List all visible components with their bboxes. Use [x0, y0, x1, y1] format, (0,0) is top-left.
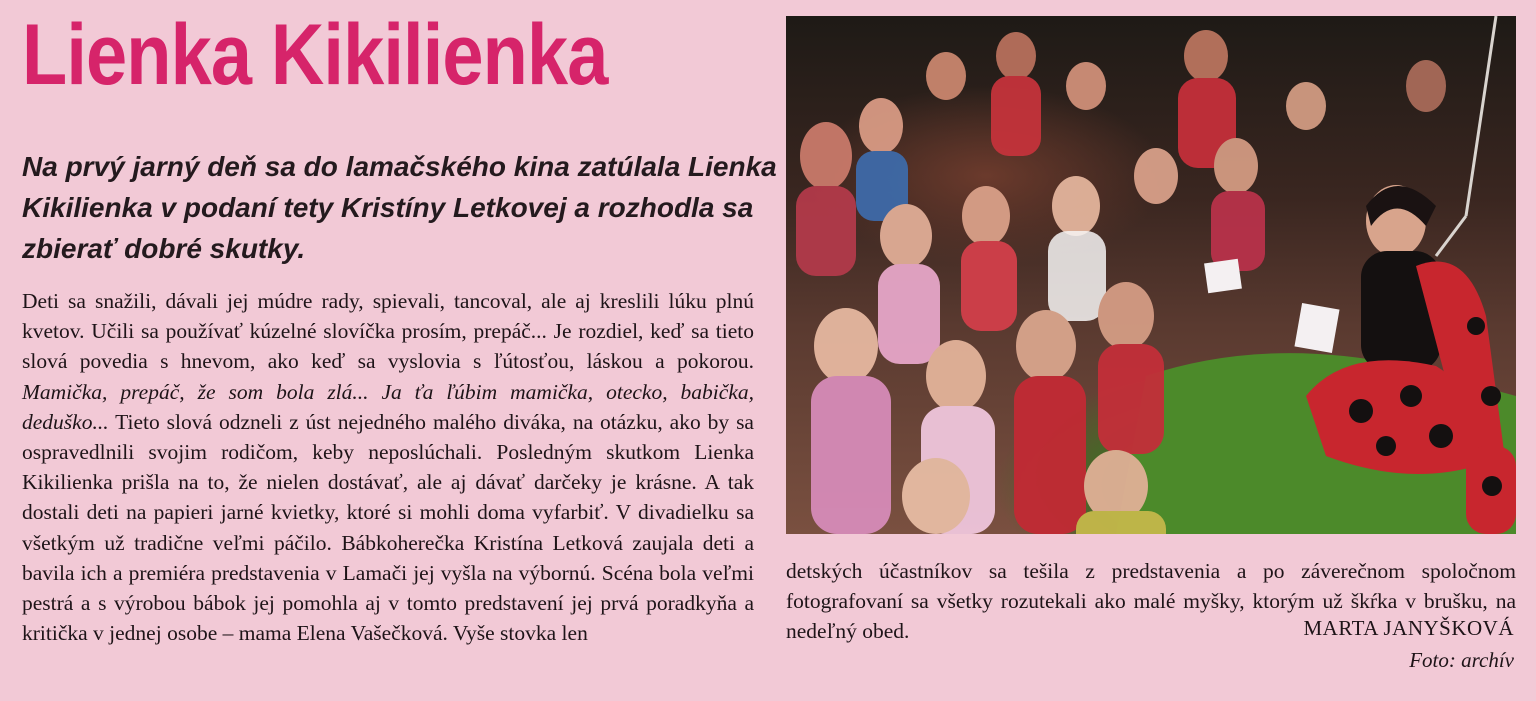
body-text-part-2: Tieto slová odzneli z úst nejedného malého diváka, na otázku, ako by sa ospravedlnili svojim rodičom, keby neposlúchali. Posledným skutkom Lienka Kikilienka prišla na to, že nielen dostávať, ale aj dávať darčeky je krásne. A tak dostali deti na papieri jarné kvietky, ktoré si mohli doma vyfarbiť. V divadielku sa všetkým už tradične veľmi páčilo. Bábkoherečka Kristína Letková zaujala deti a bavila ich a premiéra predstavenia v Lamači jej vyšla na výbornú. Scéna bola veľmi pestrá a s výrobou bábok jej pomohla aj v tomto predstavení jej prvá poradkyňa a kritička v jednej osobe – mama Elena Vašečková. Vyše stovka len — [22, 409, 754, 646]
article-author: MARTA JANYŠKOVÁ — [1303, 616, 1514, 640]
photo-credit: Foto: archív — [1409, 648, 1514, 672]
event-photo — [786, 16, 1516, 534]
body-quote: Mamička, prepáč, že som bola zlá... Ja ťa ľúbim mamička, otecko, babička, deduško... — [22, 379, 754, 434]
article-body-column-1 — [22, 286, 754, 648]
article-lead: Na prvý jarný deň sa do lamačského kina zatúlala Lienka Kikilienka v podaní tety Kristíny Letkovej a rozhodla sa zbierať dobré skutky. — [22, 151, 777, 264]
children-audience-illustration — [786, 16, 1516, 534]
body-text-part-1: Deti sa snažili, dávali jej múdre rady, spievali, tancoval, ale aj kreslili lúku plnú kvetov. Učili sa používať kúzelné slovíčka prosím, prepáč... Je rozdiel, keď sa tieto slová povedia s hnevom, ako keď sa vyslovia s ľútosťou, láskou a pokorou. — [22, 289, 754, 374]
article-body-column-2: detských účastníkov sa tešila z predstavenia a po záverečnom spoločnom fotografovaní sa všetky rozutekali ako malé myšky, ktorým už škŕka v brušku, na nedeľný obed. — [786, 559, 1516, 644]
article-title: Lienka Kikilienka — [22, 7, 608, 103]
